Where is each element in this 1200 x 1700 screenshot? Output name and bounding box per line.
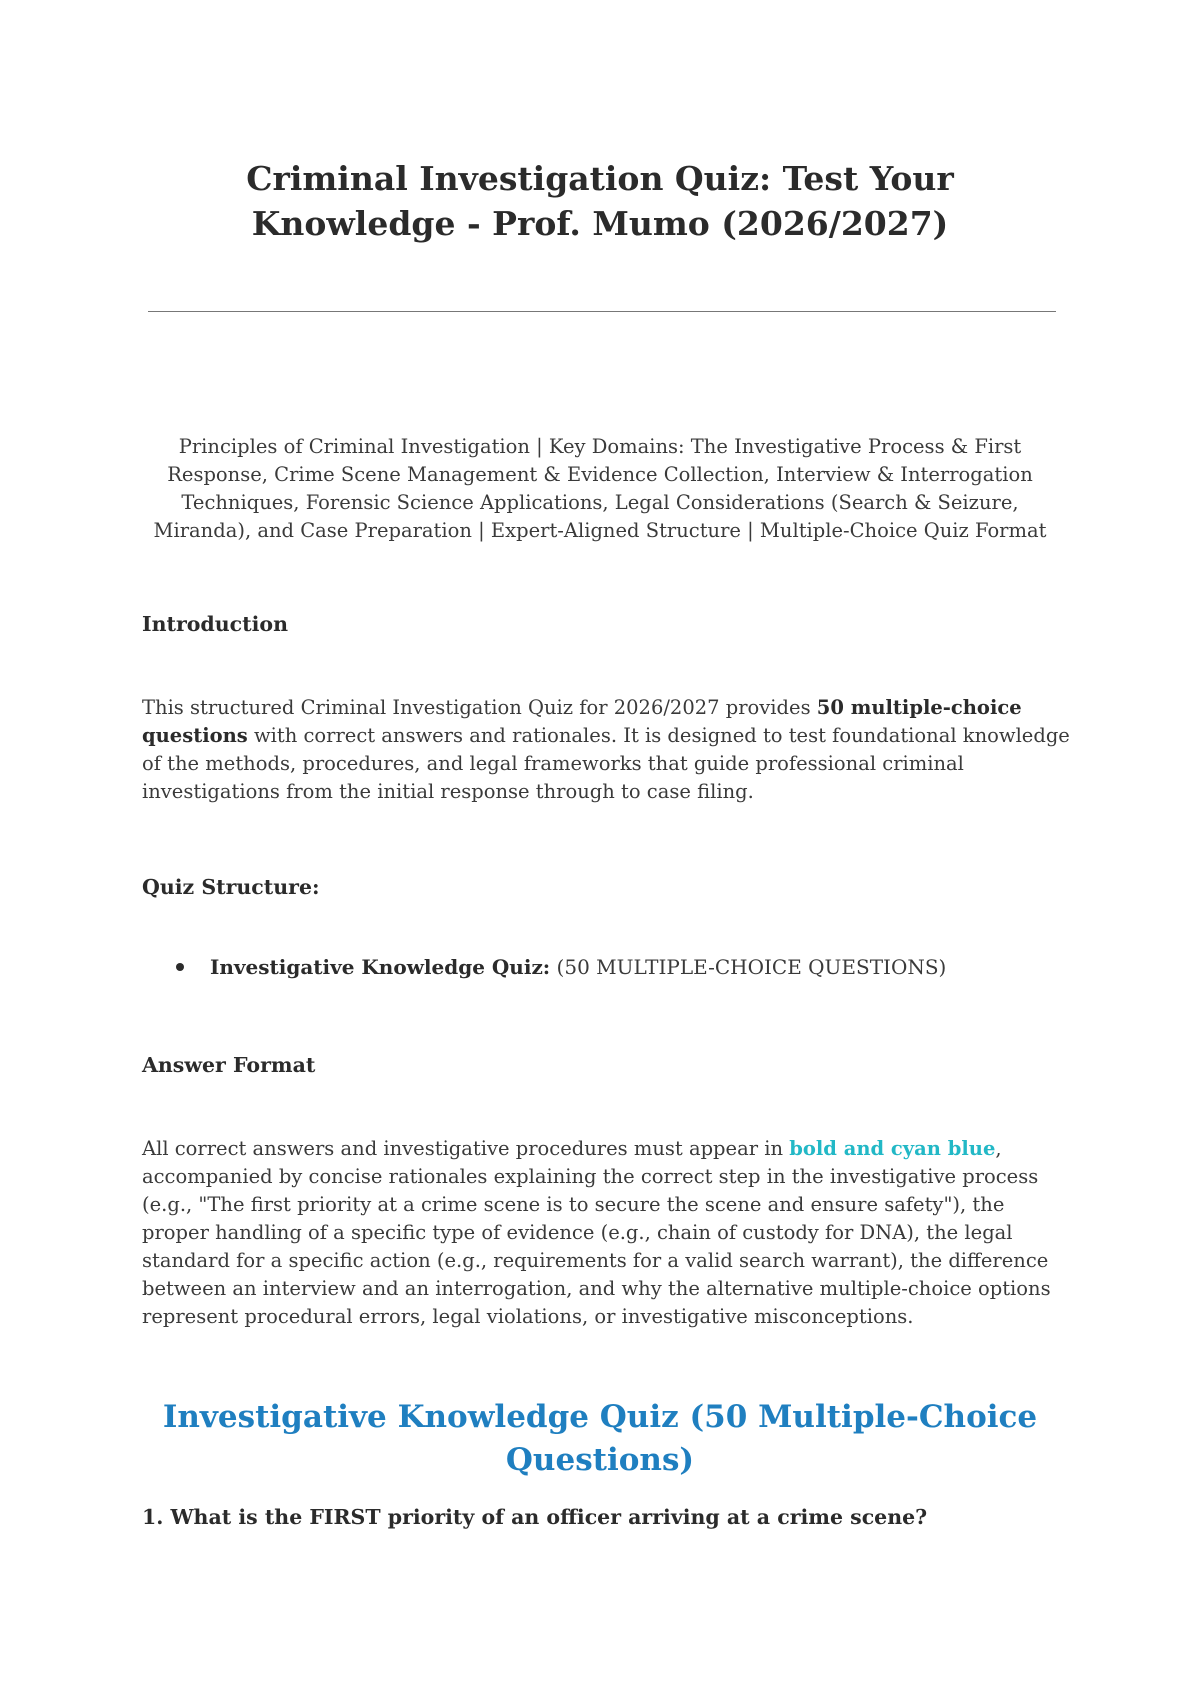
question-1: 1. What is the FIRST priority of an officer arriving at a crime scene? <box>142 1505 928 1529</box>
quiz-structure-item-lead: Investigative Knowledge Quiz: <box>210 955 551 979</box>
introduction-paragraph <box>142 694 1072 806</box>
introduction-text-before: This structured Criminal Investigation Quiz for 2026/2027 provides <box>142 696 817 719</box>
quiz-structure-item-rest: (50 MULTIPLE-CHOICE QUESTIONS) <box>550 955 947 979</box>
introduction-text-after: with correct answers and rationales. It is designed to test foundational knowledge of the methods, procedures, and legal frameworks that guide professional criminal investigations from the initial response through to case filing. <box>142 724 1070 803</box>
quiz-section-title: Investigative Knowledge Quiz (50 Multiple-Choice Questions) <box>162 1399 1038 1478</box>
quiz-structure-item <box>176 955 946 979</box>
answer-format-paragraph <box>142 1135 1072 1331</box>
answer-format-heading: Answer Format <box>142 1053 316 1077</box>
introduction-heading: Introduction <box>142 612 288 636</box>
document-subtitle: Principles of Criminal Investigation | Key Domains: The Investigative Process & First Response, Crime Scene Management & Evidence Collection, Interview & Interrogation Techniques, Forensic Science Applications, Legal Considerations (Search & Seizure, Miranda), and Case Preparation | Expert-Aligned Structure | Multiple-Choice Quiz Format <box>153 435 1047 542</box>
document-title: Criminal Investigation Quiz: Test Your Knowledge - Prof. Mumo (2026/2027) <box>246 159 954 243</box>
introduction-bold: 50 multiple-choice questions <box>142 696 1022 747</box>
quiz-structure-heading: Quiz Structure: <box>142 875 320 899</box>
bullet-icon <box>176 963 184 971</box>
answer-format-text-after: , accompanied by concise rationales explaining the correct step in the investigative process (e.g., "The first priority at a crime scene is to secure the scene and ensure safety"), the proper handling of a specific type of evidence (e.g., chain of custody for DNA), the legal standard for a specific action (e.g., requirements for a valid search warrant), the difference between an interview and an interrogation, and why the alternative multiple-choice options represent procedural errors, legal violations, or investigative misconceptions. <box>142 1137 1051 1328</box>
answer-format-highlight: bold and cyan blue <box>789 1137 996 1160</box>
title-divider <box>148 311 1056 312</box>
answer-format-text-before: All correct answers and investigative procedures must appear in <box>142 1137 790 1160</box>
